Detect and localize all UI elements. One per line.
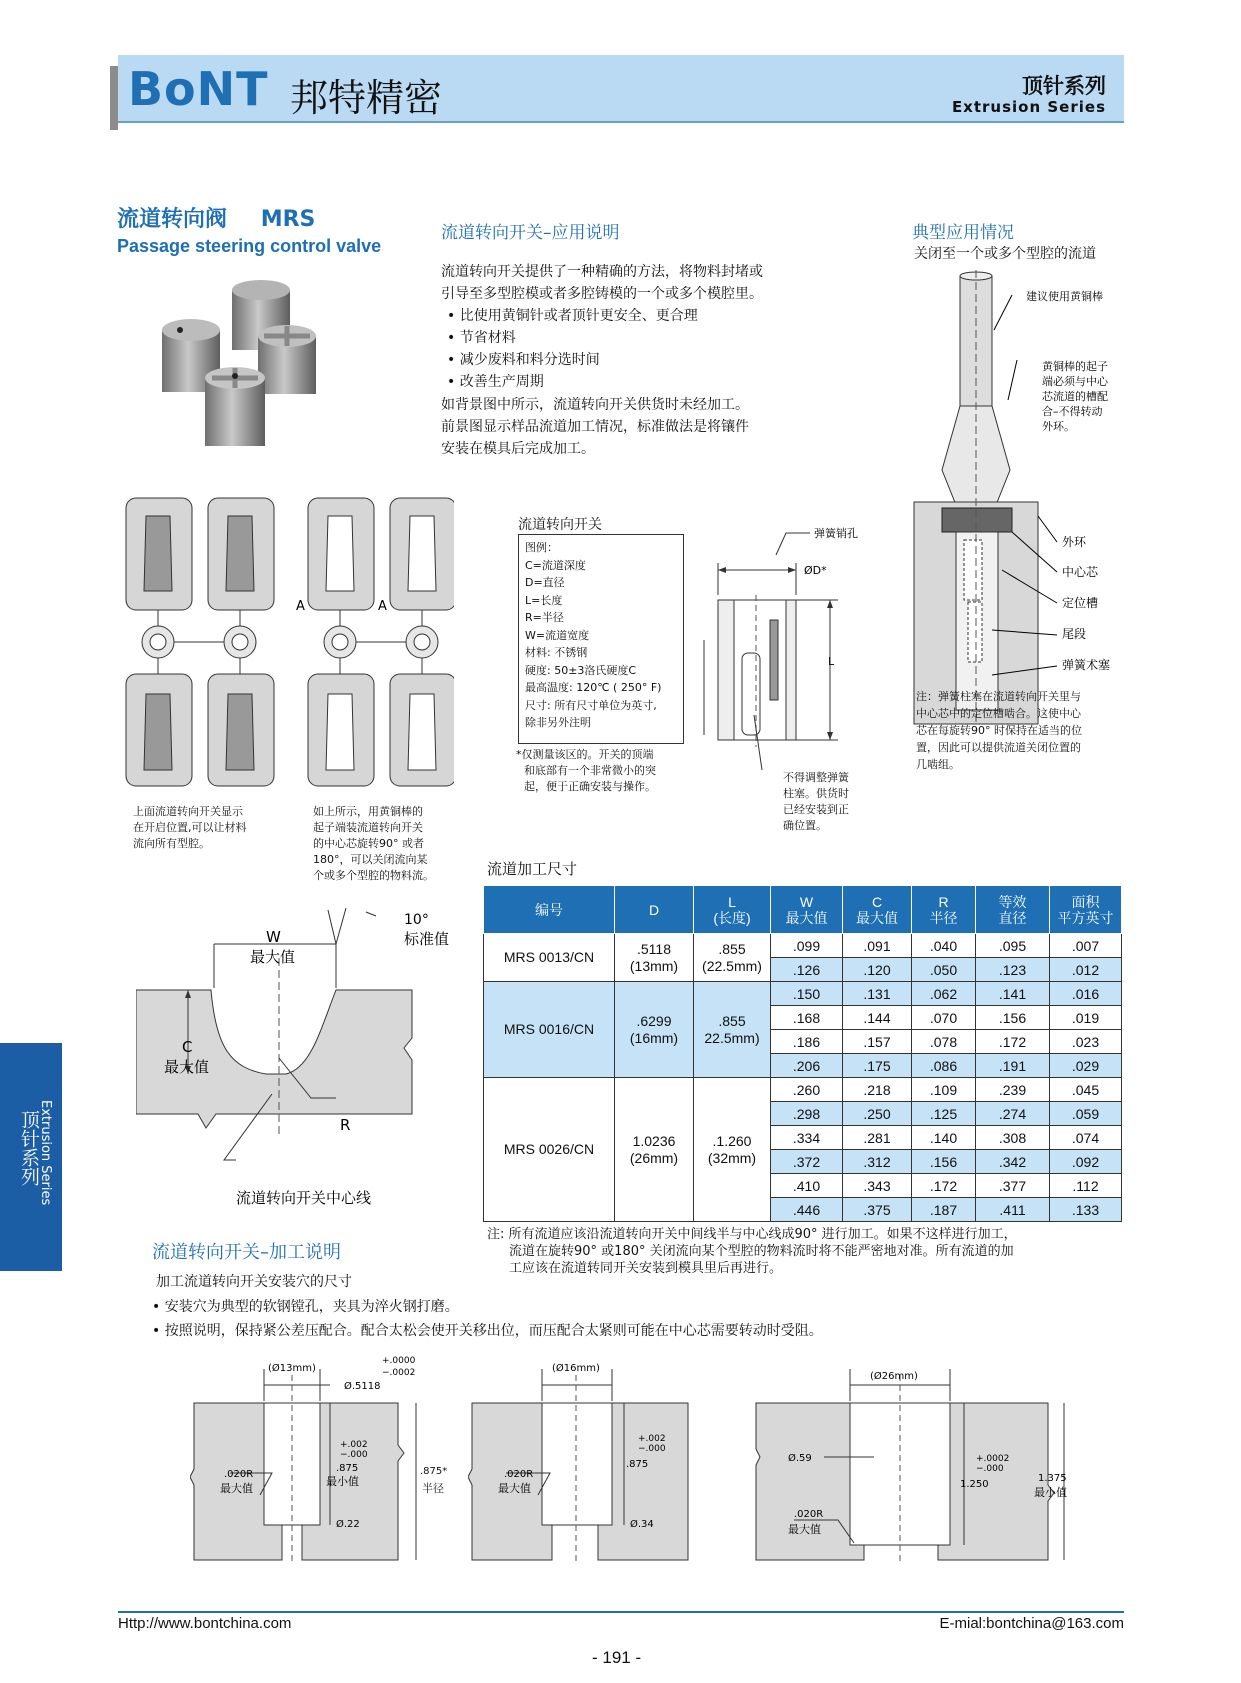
layout-caption-left: 上面流道转向开关显示 在开启位置,可以让材料 流向所有型腔。: [133, 805, 247, 850]
cell-equiv-dia: .274: [976, 1102, 1050, 1126]
bore-tol-plus: +.0000: [382, 1356, 416, 1366]
cell-w: .410: [771, 1174, 843, 1198]
bore-depth-tol: −.000: [340, 1450, 368, 1460]
cell-area: .112: [1050, 1174, 1122, 1198]
application-body: [441, 262, 851, 461]
intro-line: 流道转向开关提供了一种精确的方法，将物料封堵或: [441, 264, 763, 280]
cell-r: .040: [912, 934, 976, 958]
table-row: [484, 1078, 1122, 1102]
label-outer-ring: 外环: [1062, 535, 1087, 549]
cell-l: .855 (22.5mm): [694, 934, 771, 982]
profile-label-angle: 10°: [404, 912, 429, 928]
cell-l: .855 22.5mm): [694, 982, 771, 1078]
bore-depth: .875: [336, 1463, 359, 1474]
cell-d: .5118 (13mm): [615, 934, 694, 982]
processing-bullet: • 按照说明，保持紧公差压配合。配合太松会使开关移出位，而压配合太紧则可能在中心芯需要转动时受阻。: [152, 1323, 823, 1339]
bullet-item: • 改善生产周期: [447, 374, 544, 390]
label-tail: 尾段: [1062, 627, 1087, 641]
cell-area: .045: [1050, 1078, 1122, 1102]
cell-w: .186: [771, 1030, 843, 1054]
bore-outer-sub: 半径: [422, 1482, 444, 1495]
product-title-cn: 流道转向阀: [117, 207, 228, 232]
cell-c: .157: [843, 1030, 912, 1054]
cell-r: .050: [912, 958, 976, 982]
cell-r: .187: [912, 1198, 976, 1222]
cell-area: .074: [1050, 1126, 1122, 1150]
cell-w: .298: [771, 1102, 843, 1126]
cell-code: MRS 0026/CN: [484, 1078, 615, 1222]
cell-w: .168: [771, 1006, 843, 1030]
cell-equiv-dia: .156: [976, 1006, 1050, 1030]
cell-w: .099: [771, 934, 843, 958]
cell-r: .086: [912, 1054, 976, 1078]
cell-d: 1.0236 (26mm): [615, 1078, 694, 1222]
cell-l: .1.260 (32mm): [694, 1078, 771, 1222]
cell-area: .092: [1050, 1150, 1122, 1174]
profile-label-c: C: [182, 1038, 193, 1056]
bullet-item: • 节省材料: [447, 330, 516, 346]
cell-r: .062: [912, 982, 976, 1006]
bore-depth-tol: +.002: [638, 1434, 666, 1444]
cell-c: .091: [843, 934, 912, 958]
cell-c: .250: [843, 1102, 912, 1126]
switch-legend: 图例： C=流道深度 D=直径 L=长度 R=半径 W=流道宽度 材料: 不锈钢 硬度: 50±3洛氏硬度C 最高温度: 120℃ ( 250° F) 尺寸: 所有尺寸单位为英寸, 除非另外注明: [518, 534, 684, 744]
bore-outer-sub: 最小值: [1034, 1486, 1067, 1499]
cell-w: .126: [771, 958, 843, 982]
application-title: 流道转向开关–应用说明: [441, 223, 620, 243]
layout-caption-right: 如上所示，用黄铜棒的 起子端装流道转向开关 的中心芯旋转90° 或者 180°，可以关闭流向某 个或多个型腔的物料流。: [313, 805, 434, 882]
table-row: [484, 982, 1122, 1006]
page-number: - 191 -: [592, 1648, 642, 1667]
section-label-a: A: [296, 599, 305, 614]
outro-line: 安装在模具后完成加工。: [441, 441, 595, 457]
bore-dia-top: (Ø16mm): [552, 1363, 600, 1374]
cell-w: .446: [771, 1198, 843, 1222]
label-center-core: 中心芯: [1062, 565, 1099, 579]
processing-bullet: • 安装穴为典型的软钢镗孔，夹具为淬火钢打磨。: [152, 1299, 459, 1315]
typical-subtitle: 关闭至一个或多个型腔的流道: [914, 246, 1096, 262]
cell-w: .260: [771, 1078, 843, 1102]
header-equiv-dia: 等效 直径: [976, 886, 1050, 934]
bore-tol-minus: −.0002: [382, 1368, 416, 1378]
bore-diagram-13mm: [190, 1355, 430, 1575]
cell-d: .6299 (16mm): [615, 982, 694, 1078]
label-brass-note: 合–不得转动: [1042, 405, 1103, 418]
runner-profile-diagram: [136, 898, 476, 1216]
cell-r: .125: [912, 1102, 976, 1126]
product-title-en: Passage steering control valve: [117, 236, 382, 256]
bore-radius: .020R: [224, 1469, 254, 1480]
label-length: L: [828, 655, 835, 668]
dims-title: 流道加工尺寸: [487, 860, 578, 878]
bore-radius-sub: 最大值: [788, 1523, 821, 1536]
cell-c: .375: [843, 1198, 912, 1222]
header-area: 面积 平方英寸: [1050, 886, 1122, 934]
header-c: C 最大值: [843, 886, 912, 934]
runner-layout-diagram: [124, 496, 454, 788]
spring-note: 不得调整弹簧 柱塞。供货时 已经安装到正 确位置。: [783, 771, 849, 832]
header-w: W 最大值: [771, 886, 843, 934]
bore-radius: .020R: [794, 1509, 824, 1520]
bore-depth-tol: −.000: [976, 1464, 1004, 1474]
cell-equiv-dia: .377: [976, 1174, 1050, 1198]
table-row: [484, 934, 1122, 958]
label-brass-note: 黄铜棒的起子: [1042, 360, 1108, 373]
label-brass-note: 芯流道的槽配: [1042, 390, 1108, 403]
footer-email[interactable]: E-mial:bontchina@163.com: [939, 1615, 1124, 1632]
cell-r: .156: [912, 1150, 976, 1174]
profile-label-r: R: [340, 1116, 351, 1134]
cell-r: .078: [912, 1030, 976, 1054]
bore-small-dia: Ø.34: [630, 1519, 654, 1530]
cell-c: .281: [843, 1126, 912, 1150]
profile-label-w: W: [266, 928, 281, 946]
cell-equiv-dia: .123: [976, 958, 1050, 982]
bore-diagram-26mm: [754, 1365, 1084, 1575]
bullet-item: • 比使用黄铜针或者顶针更安全、更合理: [447, 308, 698, 324]
bore-radius-sub: 最大值: [498, 1482, 531, 1495]
measure-note: *仅测量该区的。开关的顶端 和底部有一个非常微小的突 起，便于正确安装与操作。: [516, 748, 656, 793]
typical-diagram: [912, 270, 1127, 756]
header-l: L (长度): [694, 886, 771, 934]
header-shadow: [110, 66, 118, 130]
bore-dia-top: (Ø26mm): [870, 1371, 918, 1382]
intro-line: 引导至多型腔模或者多腔铸模的一个或多个模腔里。: [441, 286, 763, 302]
bore-depth: 1.250: [960, 1479, 989, 1490]
cell-w: .150: [771, 982, 843, 1006]
processing-subtitle: 加工流道转向开关安装穴的尺寸: [156, 1274, 352, 1290]
bore-depth-tol: −.000: [638, 1444, 666, 1454]
cell-area: .019: [1050, 1006, 1122, 1030]
cell-w: .334: [771, 1126, 843, 1150]
cell-equiv-dia: .191: [976, 1054, 1050, 1078]
header-code: 编号: [484, 886, 615, 934]
dims-table: [483, 885, 1122, 1222]
cell-c: .343: [843, 1174, 912, 1198]
cell-equiv-dia: .095: [976, 934, 1050, 958]
header-r: R 半径: [912, 886, 976, 934]
bore-depth: .875: [626, 1459, 649, 1470]
bullet-item: • 减少废料和料分选时间: [447, 352, 600, 368]
cell-equiv-dia: .141: [976, 982, 1050, 1006]
bore-outer: 1.375: [1038, 1473, 1067, 1484]
cell-r: .172: [912, 1174, 976, 1198]
dims-note: 注: 所有流道应该沿流道转向开关中间线半与中心线成90° 进行加工。如果不这样进行加工， 流道在旋转90° 或180° 关闭流向某个型腔的物料流时将不能严密地对准。所有流道的加 工应该在流道转同开关安装到模具里后再进行。: [487, 1227, 1017, 1276]
label-spring-plunger: 弹簧术塞: [1062, 658, 1111, 672]
profile-label-centerline: 流道转向开关中心线: [236, 1189, 372, 1207]
cell-area: .016: [1050, 982, 1122, 1006]
bore-small-dia: Ø.22: [336, 1519, 360, 1530]
cell-c: .120: [843, 958, 912, 982]
typical-title: 典型应用情况: [912, 223, 1014, 243]
bore-dia: Ø.59: [788, 1453, 812, 1464]
cell-equiv-dia: .342: [976, 1150, 1050, 1174]
cell-r: .070: [912, 1006, 976, 1030]
side-tab-label-cn: 顶针系列: [18, 1110, 40, 1186]
profile-label-c-sub: 最大值: [164, 1058, 210, 1076]
bore-depth-tol: +.002: [340, 1440, 368, 1450]
cell-c: .175: [843, 1054, 912, 1078]
header-d: D: [615, 886, 694, 934]
cell-c: .144: [843, 1006, 912, 1030]
series-title-cn: 顶针系列: [1022, 74, 1106, 98]
label-diameter: ØD*: [804, 564, 827, 577]
cell-c: .131: [843, 982, 912, 1006]
profile-label-angle-sub: 标准值: [404, 930, 450, 948]
footer-url[interactable]: Http://www.bontchina.com: [118, 1615, 292, 1632]
profile-label-w-sub: 最大值: [250, 948, 296, 966]
cell-code: MRS 0016/CN: [484, 982, 615, 1078]
label-brass-note: 外环。: [1042, 420, 1075, 433]
switch-drawing: [690, 525, 860, 770]
section-label-a: A: [378, 599, 387, 614]
bore-radius: .020R: [504, 1469, 534, 1480]
label-locating-groove: 定位槽: [1062, 596, 1099, 610]
cell-c: .312: [843, 1150, 912, 1174]
bore-depth-tol: +.0002: [976, 1454, 1010, 1464]
cell-w: .206: [771, 1054, 843, 1078]
bore-diagram-16mm: [468, 1355, 692, 1575]
brand-logo: BoNT: [128, 62, 269, 116]
product-photo: [160, 278, 318, 456]
switch-title: 流道转向开关: [518, 517, 602, 533]
cell-area: .029: [1050, 1054, 1122, 1078]
product-title: [117, 202, 315, 233]
cell-area: .007: [1050, 934, 1122, 958]
bore-radius-sub: 最大值: [220, 1482, 253, 1495]
dims-table-body: [484, 934, 1122, 1222]
label-brass-note: 端必须与中心: [1042, 375, 1108, 388]
cell-w: .372: [771, 1150, 843, 1174]
cell-c: .218: [843, 1078, 912, 1102]
outro-line: 如背景图中所示，流道转向开关供货时未经加工。: [441, 397, 749, 413]
cell-equiv-dia: .172: [976, 1030, 1050, 1054]
bore-dia: Ø.5118: [344, 1381, 381, 1392]
label-brass: 建议使用黄铜棒: [1026, 290, 1103, 303]
series-title-en: Extrusion Series: [951, 98, 1106, 116]
brand-name: 邦特精密: [290, 76, 443, 120]
bore-depth-sub: 最小值: [326, 1475, 359, 1488]
product-code: MRS: [260, 207, 316, 232]
bore-dia-top: (Ø13mm): [268, 1363, 316, 1374]
table-header-row: [484, 886, 1122, 934]
typical-note: 注：弹簧柱塞在流道转向开关里与 中心芯中的定位槽啮合。这使中心 芯在每旋转90° 时保持在适当的位 置，因此可以提供流道关闭位置的 几啮组。: [916, 690, 1082, 771]
cell-equiv-dia: .411: [976, 1198, 1050, 1222]
cell-r: .109: [912, 1078, 976, 1102]
cell-area: .023: [1050, 1030, 1122, 1054]
bore-outer: .875*: [420, 1466, 448, 1477]
cell-area: .133: [1050, 1198, 1122, 1222]
cell-area: .012: [1050, 958, 1122, 982]
footer-divider: [118, 1611, 1124, 1613]
side-tab-label-en: Extrusion Series: [38, 1100, 53, 1206]
label-pin-hole: 弹簧销孔: [814, 527, 858, 540]
cell-equiv-dia: .308: [976, 1126, 1050, 1150]
cell-equiv-dia: .239: [976, 1078, 1050, 1102]
cell-code: MRS 0013/CN: [484, 934, 615, 982]
processing-title: 流道转向开关–加工说明: [152, 1242, 341, 1263]
cell-area: .059: [1050, 1102, 1122, 1126]
outro-line: 前景图显示样品流道加工情况，标准做法是将镶件: [441, 419, 749, 435]
cell-r: .140: [912, 1126, 976, 1150]
